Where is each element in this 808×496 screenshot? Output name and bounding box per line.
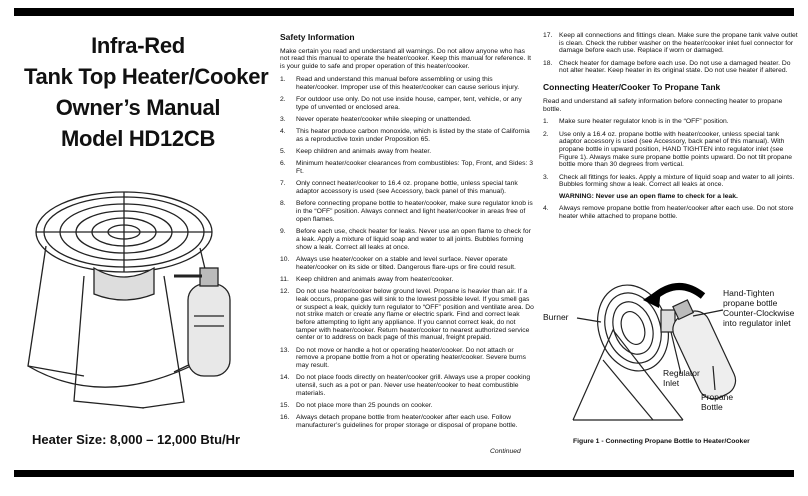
item-text: Make sure heater regulator knob is in the “OFF” position. bbox=[559, 118, 729, 126]
figure-caption: Figure 1 - Connecting Propane Bottle to Heater/Cooker bbox=[573, 438, 750, 445]
item-text: Before connecting propane bottle to heater/cooker, make sure regulator knob is in the “OFF” position. Always connect and light heater/cooker in areas free of open flames. bbox=[296, 200, 533, 223]
title-line-2: Tank Top Heater/Cooker bbox=[24, 64, 269, 89]
burner-label: Burner bbox=[543, 312, 569, 322]
item-text: Before each use, check heater for leaks. Never use an open flame to check for a leak. Apply a mixture of liquid soap and water to all joints. Bubbles forming show a leak. Correct all leaks at once. bbox=[296, 228, 531, 251]
list-item bbox=[280, 288, 534, 342]
item-text: For outdoor use only. Do not use inside house, camper, tent, vehicle, or any type of unvented or enclosed area. bbox=[296, 95, 522, 111]
list-item bbox=[280, 347, 534, 370]
connecting-intro: Read and understand all safety information before connecting heater to propane bottle. bbox=[543, 97, 783, 113]
list-item bbox=[280, 414, 534, 429]
item-number: 3. bbox=[280, 115, 286, 123]
item-number: 10. bbox=[280, 255, 290, 263]
title-line-4: Model HD12CB bbox=[60, 126, 216, 151]
item-number: 18. bbox=[543, 59, 553, 67]
item-text: Do not place more than 25 pounds on cooker. bbox=[296, 402, 433, 410]
list-item bbox=[280, 200, 534, 223]
item-text: Keep children and animals away from heater. bbox=[296, 148, 432, 156]
item-number: 3. bbox=[543, 173, 549, 181]
item-number: 7. bbox=[280, 180, 286, 188]
item-number: 13. bbox=[280, 346, 290, 354]
item-number: 14. bbox=[280, 374, 290, 382]
list-item bbox=[280, 256, 534, 271]
item-number: 6. bbox=[280, 160, 286, 168]
title-line-1: Infra-Red bbox=[91, 33, 185, 58]
leak-warning: WARNING: Never use an open flame to check for a leak. bbox=[559, 192, 738, 200]
item-number: 5. bbox=[280, 148, 286, 156]
item-text: This heater produce carbon monoxide, which is listed by the state of California as a reproductive toxin under Proposition 65. bbox=[296, 128, 530, 143]
list-item bbox=[280, 128, 534, 143]
item-text: Do not place foods directly on heater/cooker grill. Always use a proper cooking utensil, such as a pot or pan. Never use heater/cooker to heat combustible materials. bbox=[296, 374, 531, 397]
safety-information bbox=[280, 34, 534, 434]
list-item bbox=[280, 160, 534, 175]
list-item bbox=[280, 148, 534, 156]
item-number: 12. bbox=[280, 288, 290, 296]
list-item bbox=[280, 402, 534, 410]
continued-note: Continued bbox=[490, 448, 521, 455]
item-text: Always use heater/cooker on a stable and level surface. Never operate heater/cooker on its side or tilted. Dangerous flare-ups or fire could result. bbox=[296, 255, 516, 271]
item-text: Always detach propane bottle from heater/cooker after each use. Follow manufacturer’s guidelines for proper storage or disposal of propane bottle. bbox=[296, 414, 518, 430]
item-text: Minimum heater/cooker clearances from combustibles: Top, Front, and Sides: 3 Ft. bbox=[296, 160, 533, 176]
top-rule bbox=[14, 8, 794, 16]
item-text: Use only a 16.4 oz. propane bottle with heater/cooker, unless special tank adaptor accessory is used (see Accessory, back panel of this manual). With propane bottle in upward position, HAND TIGHTEN into regulator inlet (see Figure 1). Always make sure propane bottle points upward. Do not tilt propane bottle more than 30 degrees from vertical. bbox=[559, 130, 793, 169]
connecting-heading: Connecting Heater/Cooker To Propane Tank bbox=[543, 82, 721, 93]
item-text: Do not use heater/cooker below ground level. Propane is heavier than air. If a leak occurs, propane gas will sink to the lowest possible level. If you smell gas or suspect a leak, quickly turn regulator to “OFF” position and ventilate area. Do not strike match or create any flame or electric spark. Find and correct leak before attempting to light any appliance. If you cannot correct leak, do not tamper with heater/cooker. Return heater/cooker to nearest authorized service center or to address on back page of this manual, freight prepaid. bbox=[296, 288, 534, 342]
item-number: 1. bbox=[280, 75, 286, 83]
list-item bbox=[280, 276, 534, 284]
item-text: Do not move or handle a hot or operating heater/cooker. Do not attach or remove a propane bottle from a hot or operating heater/cooker. Severe burns may result. bbox=[296, 346, 527, 370]
regulator-inlet-label: Regulator Inlet bbox=[663, 368, 700, 388]
propane-bottle-label: Propane Bottle bbox=[701, 392, 734, 412]
bottom-rule bbox=[14, 470, 794, 477]
heater-cooker-illustration bbox=[24, 176, 249, 426]
heater-size: Heater Size: 8,000 – 12,000 Btu/Hr bbox=[32, 432, 241, 447]
item-number: 4. bbox=[543, 205, 549, 213]
item-text: Check all fittings for leaks. Apply a mixture of liquid soap and water to all joints. Bubbles forming show a leak. Correct all leaks at once. bbox=[559, 173, 795, 189]
hand-tighten-label: Hand-Tighten propane bottle Counter-Clockwise into regulator inlet bbox=[723, 288, 795, 328]
item-text: Keep children and animals away from heater/cooker. bbox=[296, 275, 454, 283]
safety-intro: Make certain you read and understand all warnings. Do not allow anyone who has not read this manual to operate the heater/cooker. Keep this manual for reference. It is your guide to safe and proper operation of this heater/cooker. bbox=[280, 47, 532, 71]
item-text: Never operate heater/cooker while sleeping or unattended. bbox=[296, 115, 472, 123]
list-item bbox=[543, 60, 801, 75]
item-number: 15. bbox=[280, 402, 290, 410]
list-item bbox=[543, 174, 801, 189]
list-item bbox=[280, 180, 534, 195]
list-item bbox=[543, 131, 801, 170]
manual-title bbox=[24, 30, 269, 154]
item-text: Keep all connections and fittings clean. Make sure the propane tank valve outlet is clean. Check the rubber washer on the heater/cooker inlet fuel connector for damage before each use. Replace if worn or damaged. bbox=[559, 32, 798, 55]
item-number: 8. bbox=[280, 200, 286, 208]
item-text: Read and understand this manual before assembling or using this heater/cooker. Improper use of this heater/cooker can cause serious injury. bbox=[296, 75, 520, 91]
item-number: 2. bbox=[280, 95, 286, 103]
item-number: 11. bbox=[280, 275, 289, 283]
item-number: 17. bbox=[543, 32, 553, 39]
right-column bbox=[543, 32, 801, 225]
item-text: Check heater for damage before each use. Do not use a damaged heater. Do not alter heater. Keep heater in its original state. Do not use heater if altered. bbox=[559, 59, 791, 75]
list-item bbox=[543, 118, 801, 126]
item-text: Only connect heater/cooker to 16.4 oz. propane bottle, unless special tank adaptor accessory is used (see Accessory, back panel of this manual). bbox=[296, 180, 518, 196]
list-item bbox=[280, 96, 534, 111]
title-line-3: Owner’s Manual bbox=[55, 95, 221, 120]
item-number: 16. bbox=[280, 414, 290, 422]
list-item bbox=[280, 116, 534, 124]
item-number: 9. bbox=[280, 228, 286, 236]
item-number: 1. bbox=[543, 118, 549, 126]
list-item bbox=[543, 32, 801, 55]
list-item bbox=[280, 76, 534, 91]
item-text: Always remove propane bottle from heater/cooker after each use. Do not store heater while attached to propane bottle. bbox=[559, 205, 794, 221]
list-item bbox=[280, 374, 534, 397]
item-number: 2. bbox=[543, 130, 549, 138]
safety-heading: Safety Information bbox=[280, 32, 355, 42]
list-item bbox=[543, 205, 801, 220]
list-item bbox=[280, 228, 534, 251]
item-number: 4. bbox=[280, 128, 286, 136]
